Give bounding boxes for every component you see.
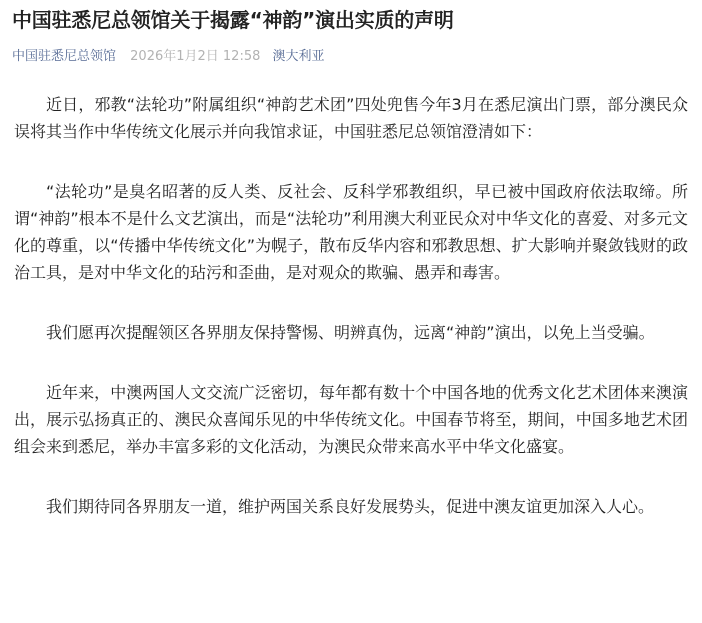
publish-region: 澳大利亚 <box>272 49 325 64</box>
article-body <box>12 91 690 520</box>
paragraph: 我们期待同各界朋友一道，维护两国关系良好发展势头，促进中澳友谊更加深入人心。 <box>46 497 655 516</box>
article-title: 中国驻悉尼总领馆关于揭露“神韵”演出实质的声明 <box>12 8 454 32</box>
article-meta <box>12 48 690 66</box>
paragraph: 近年来，中澳两国人文交流广泛密切，每年都有数十个中国各地的优秀文化艺术团体来澳演出，展示弘扬真正的、澳民众喜闻乐见的中华传统文化。中国春节将至，期间，中国多地艺术团组会来到悉尼，举办丰富多彩的文化活动，为澳民众带来高水平中华文化盛宴。 <box>14 383 688 456</box>
paragraph: “法轮功”是臭名昭著的反人类、反社会、反科学邪教组织，早已被中国政府依法取缔。所谓“神韵”根本不是什么文艺演出，而是“法轮功”利用澳大利亚民众对中华文化的喜爱、对多元文化的尊重，以“传播中华传统文化”为幌子，散布反华内容和邪教思想、扩大影响并聚敛钱财的政治工具，是对中华文化的玷污和歪曲，是对观众的欺骗、愚弄和毒害。 <box>14 182 688 282</box>
paragraph: 近日，邪教“法轮功”附属组织“神韵艺术团”四处兜售今年3月在悉尼演出门票，部分澳民众误将其当作中华传统文化展示并向我馆求证，中国驻悉尼总领馆澄清如下： <box>14 95 688 141</box>
paragraph: 我们愿再次提醒领区各界朋友保持警惕、明辨真伪，远离“神韵”演出，以免上当受骗。 <box>46 323 655 342</box>
account-name-link[interactable]: 中国驻悉尼总领馆 <box>12 49 117 64</box>
publish-time: 2026年1月2日 12:58 <box>130 49 261 64</box>
